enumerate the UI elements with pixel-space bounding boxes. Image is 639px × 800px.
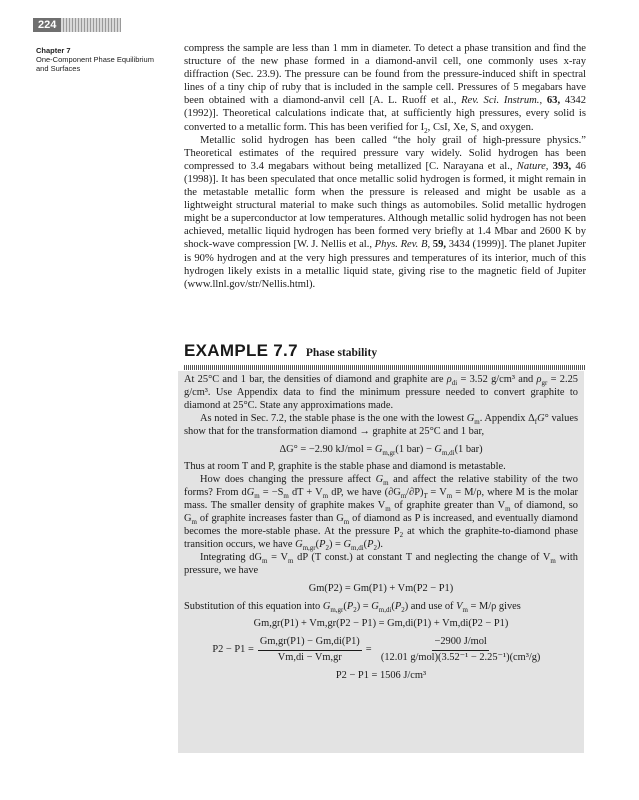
example-heading [184, 341, 586, 363]
paragraph-metallic-hydrogen: Metallic solid hydrogen has been called “the holy grail of high-pressure physics.” Theoretical estimates of the required pressure vary widely. Solid hydrogen has been compressed to 3.4 megabars without being metallized [C. Narayana et al., Nature, 393, 46 (1998)]. It has been speculated that once metallic solid hydrogen is formed, it might remain in the metastable metallic form when the pressure is released and might be usable as a lightweight structural material to make such things as automobiles. Solid metallic hydrogen might be a superconductor at low temperatures. Although metallic solid hydrogen has not been achieved, metallic liquid hydrogen has been formed very briefly at 1.4 Mbar and 2600 K by shock-wave compression [W. J. Nellis et al., Phys. Rev. B, 59, 3434 (1999)]. The planet Jupiter is 90% hydrogen and at the very high pressures and temperatures of its interior, much of this hydrogen likely exists in a metallic liquid state, giving rise to the magnetic field of Jupiter (www.llnl.gov/str/Nellis.html). [184, 134, 586, 290]
fraction-numerator: Gm,gr(P1) − Gm,di(P1) [258, 636, 362, 651]
example-para-2: Thus at room T and P, graphite is the stable phase and diamond is metastable. [184, 461, 506, 473]
example-para-1: As noted in Sec. 7.2, the stable phase is the one with the lowest $G_m$. Appendix $\Delta_fG^\circ$ values show that for the transformation diamond → graphite at 25°C and 1 bar, [184, 412, 578, 437]
fraction-numeric-denominator: (12.01 g/mol)(3.52⁻¹ − 2.25⁻¹)(cm³/g) [380, 652, 541, 664]
example-subtitle: Phase stability [305, 347, 378, 359]
equation-pressure-difference: P2 − P1 = $\frac{Gm,gr(P1) - Gm,di(P1)}{Vm,di - Vm,gr}$ = $\frac{\text{−2900 J/mol}}{\text{(12.01 g/mol)(3.52⁻¹ − 2.25⁻¹)(cm³/g)}}$ [184, 636, 578, 665]
example-para-3: How does changing the pressure affect $G_m$ and affect the relative stability of the two forms? From $dG_m = -S_m$ dT + $V_m$ dP, we have $(\partial G_m/\partial P)_T = V_m = M/\rho$, where M is the molar mass. The smaller density of graphite makes $V_m$ of graphite greater than $V_m$ of diamond, so $G_m$ of graphite increases faster than $G_m$ of diamond as P is increased, and eventually diamond becomes the more-stable phase. At the pressure $P_2$ at which the graphite-to-diamond phase transition occurs, we have $G_{m,gr}(P_2) = G_{m,di}(P_2)$. [184, 474, 579, 552]
chapter-label: Chapter 7 [36, 46, 71, 55]
equation-integrated-g: Gm(P2) = Gm(P1) + Vm(P2 − P1) [308, 582, 454, 594]
example-para-4: Integrating $dG_m = V_m$ dP (T const.) at constant T and neglecting the change of $V_m$ with pressure, we have [184, 551, 579, 576]
example-para-5: Substitution of this equation into $G_{m,gr}(P_2) = G_{m,di}(P_2)$ and use of $V_m = M/\rho$ gives [184, 600, 521, 614]
body-text [184, 42, 586, 291]
paragraph-diamond-anvil: compress the sample are less than 1 mm in diameter. To detect a phase transition and find the structure of the new phase formed in a diamond-anvil cell, one commonly uses x-ray diffraction (Sec. 23.9). The pressure can be found from the pressure-induced shift in spectral lines of a tiny chip of ruby that is included in the sample cell. Pressures of 5 megabars have been obtained with a diamond-anvil cell [A. L. Ruoff et al., Rev. Sci. Instrum., 63, 4342 (1992)]. Theoretical calculations indicate that, at sufficiently high pressures, every solid is converted to a metallic form. This has been verified for $I_2$, CsI, Xe, S, and oxygen. [184, 43, 587, 135]
equation-result: P2 − P1 = 1506 J/cm³ [335, 670, 427, 682]
running-sidebar [36, 46, 168, 73]
fraction-symbolic [258, 636, 362, 665]
fraction-numeric [376, 636, 546, 665]
page-number: 224 [33, 18, 61, 32]
fraction-denominator: Vm,di − Vm,gr [277, 652, 342, 664]
example-statement: At 25°C and 1 bar, the densities of diamond and graphite are $\rho_{di} = 3.52$ g/cm³ and $\rho_{gr} = 2.25$ g/cm³. Use Appendix data to find the minimum pressure needed to convert graphite to diamond at 25°C. State any approximations made. [184, 374, 578, 411]
equation-substituted: Gm,gr(P1) + Vm,gr(P2 − P1) = Gm,di(P1) + Vm,di(P2 − P1) [253, 618, 509, 630]
equation-lhs: P2 − P1 = [212, 644, 254, 656]
equation-delta-g: ΔG° = −2.90 $kJ/mol = G_{m,gr}(1$ $bar) - G_{m,di}(1$ bar) [279, 443, 483, 457]
example-rule [184, 365, 586, 370]
example-label: EXAMPLE 7.7 [184, 341, 298, 360]
fraction-numeric-numerator: −2900 J/mol [432, 636, 488, 651]
example-body [184, 374, 578, 688]
chapter-title: One-Component Phase Equilibrium and Surfaces [36, 55, 154, 73]
